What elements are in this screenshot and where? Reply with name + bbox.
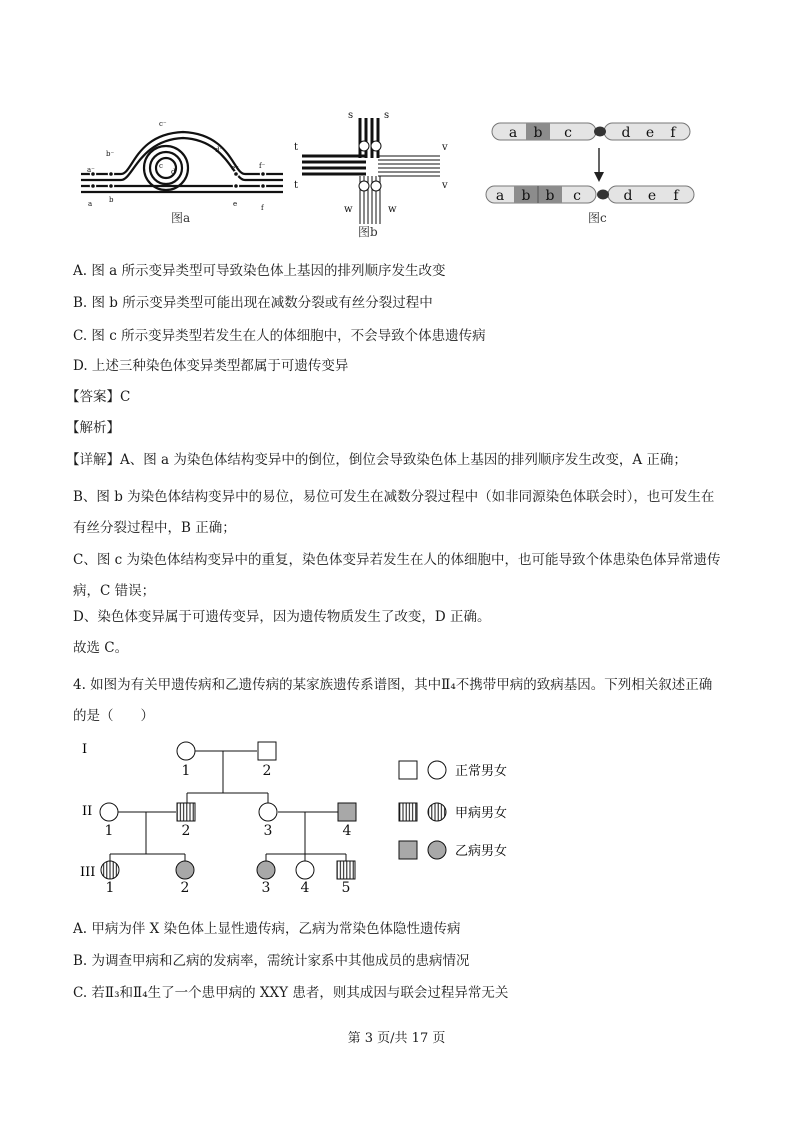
legend-male-jia-icon <box>399 803 417 821</box>
pedigree-I2-male-normal <box>258 742 276 760</box>
pedigree-number: 1 <box>181 763 191 779</box>
pedigree-number: 4 <box>342 823 352 839</box>
fig-b-label: s <box>384 110 390 121</box>
legend-female-yi-icon <box>428 841 446 859</box>
q4-option-c: C. 若Ⅱ₃和Ⅱ₄生了一个患甲病的 XXY 患者，则其成因与联会过程异常无关 <box>73 985 509 1001</box>
fig-a-label: f <box>261 204 264 212</box>
q3-option-d: D. 上述三种染色体变异类型都属于可遗传变异 <box>73 358 349 374</box>
analysis-label: 【解析】 <box>66 420 120 436</box>
fig-c-top-gene: e <box>645 125 655 141</box>
fig-c-bottom-gene: e <box>647 188 657 204</box>
pedigree-III2-female-yi <box>176 861 194 879</box>
fig-c-bottom-gene: b <box>545 188 555 204</box>
pedigree-III1-female-jia <box>101 861 119 879</box>
page-footer: 第 3 页/共 17 页 <box>347 1031 446 1046</box>
detail-c: C、图 c 为染色体结构变异中的重复，染色体变异若发生在人的体细胞中，也可能导致个体患染色体异常遗传病，C 错误； <box>73 552 721 599</box>
pedigree-number: 1 <box>105 880 115 893</box>
fig-c-bottom-gene: b <box>521 188 531 204</box>
fig-c-top-gene: c <box>564 125 572 141</box>
legend-female-normal-icon <box>428 761 446 779</box>
generation-label: III <box>80 865 96 880</box>
fig-c-bottom-gene: d <box>623 188 633 204</box>
legend-male-normal-icon <box>399 761 417 779</box>
detail-d: D、染色体变异属于可遗传变异，因为遗传物质发生了改变，D 正确。 <box>73 609 491 625</box>
answer-value: C <box>120 389 131 405</box>
pedigree-I1-female-normal <box>177 742 195 760</box>
pedigree-number: 5 <box>341 880 351 893</box>
pedigree-number: 3 <box>263 823 273 839</box>
q3-option-a: A. 图 a 所示变异类型可导致染色体上基因的排列顺序发生改变 <box>73 263 446 279</box>
fig-b-label: v <box>442 180 448 191</box>
pedigree-number: 2 <box>262 763 272 779</box>
legend-male-yi-icon <box>399 841 417 859</box>
fig-c-top-gene: d <box>621 125 631 141</box>
fig-c-bottom-gene: f <box>673 188 679 204</box>
pedigree-number: 3 <box>261 880 271 893</box>
fig-b-label: w <box>344 204 353 215</box>
fig-c-top-gene: a <box>508 125 518 141</box>
figure-c <box>480 114 702 228</box>
pedigree-III3-female-yi <box>257 861 275 879</box>
detail-a: 【详解】A、图 a 为染色体结构变异中的倒位，倒位会导致染色体上基因的排列顺序发生改变，A 正确； <box>66 452 687 468</box>
q4-stem: 4. 如图为有关甲遗传病和乙遗传病的某家族遗传系谱图，其中Ⅱ₄不携带甲病的致病基因。下列相关叙述正确的是（ ） <box>73 677 713 724</box>
pedigree-number: 4 <box>300 880 310 893</box>
fig-c-top-gene: b <box>533 125 543 141</box>
pedigree-III5-male-jia <box>337 861 355 879</box>
fig-b-label: w <box>388 204 397 215</box>
q4-option-b: B. 为调查甲病和乙病的发病率，需统计家系中其他成员的患病情况 <box>73 953 470 969</box>
pedigree-number: 2 <box>180 880 190 893</box>
fig-b-label: v <box>442 142 448 153</box>
pedigree-number: 2 <box>181 823 191 839</box>
q4-option-a: A. 甲病为伴 X 染色体上显性遗传病，乙病为常染色体隐性遗传病 <box>73 921 461 937</box>
legend-yi-label: 乙病男女 <box>455 844 508 859</box>
fig-a-label: d⁻ <box>215 146 224 154</box>
fig-a-label: a⁻ <box>87 166 95 174</box>
fig-c-bottom-gene: c <box>573 188 581 204</box>
answer-line <box>66 388 130 406</box>
pedigree-III4-female-normal <box>296 861 314 879</box>
figure-b <box>290 106 458 240</box>
fig-c-caption: 图c <box>588 211 607 225</box>
fig-a-label: e⁻ <box>231 164 239 172</box>
fig-a-label: e <box>233 200 238 208</box>
q3-option-c: C. 图 c 所示变异类型若发生在人的体细胞中，不会导致个体患遗传病 <box>73 328 486 344</box>
figure-a <box>73 112 293 230</box>
pedigree-II3-female-normal <box>259 803 277 821</box>
fig-b-caption: 图b <box>358 225 378 239</box>
fig-a-label: b⁻ <box>106 150 115 158</box>
pedigree-chart <box>70 733 390 893</box>
pedigree-legend <box>395 755 545 865</box>
fig-b-label: s <box>348 110 354 121</box>
generation-label: I <box>82 742 88 757</box>
fig-b-label: t <box>294 180 299 191</box>
pedigree-number: 1 <box>104 823 114 839</box>
arrow-head-icon <box>594 172 604 182</box>
fig-a-label: c⁻ <box>159 120 167 128</box>
fig-a-caption: 图a <box>171 211 191 225</box>
fig-c-bottom-gene: a <box>495 188 505 204</box>
detail-b: B、图 b 为染色体结构变异中的易位，易位可发生在减数分裂过程中（如非同源染色体联会时），也可发生在有丝分裂过程中，B 正确； <box>73 489 715 536</box>
pedigree-II2-male-jia <box>177 803 195 821</box>
pedigree-II4-male-yi <box>338 803 356 821</box>
fig-a-label: f⁻ <box>259 162 266 170</box>
legend-normal-label: 正常男女 <box>455 764 508 779</box>
fig-a-label: c <box>159 162 163 170</box>
q3-option-b: B. 图 b 所示变异类型可能出现在减数分裂或有丝分裂过程中 <box>73 295 433 311</box>
fig-a-label: a <box>88 200 93 208</box>
pedigree-II1-female-normal <box>100 803 118 821</box>
generation-label: II <box>82 804 93 819</box>
fig-b-label: t <box>294 142 299 153</box>
legend-jia-label: 甲病男女 <box>455 806 508 821</box>
fig-a-label: d <box>171 168 176 176</box>
answer-label: 【答案】 <box>66 389 120 405</box>
legend-female-jia-icon <box>428 803 446 821</box>
conclusion: 故选 C。 <box>73 640 129 656</box>
fig-c-top-gene: f <box>670 125 676 141</box>
fig-a-label: b <box>109 196 114 204</box>
